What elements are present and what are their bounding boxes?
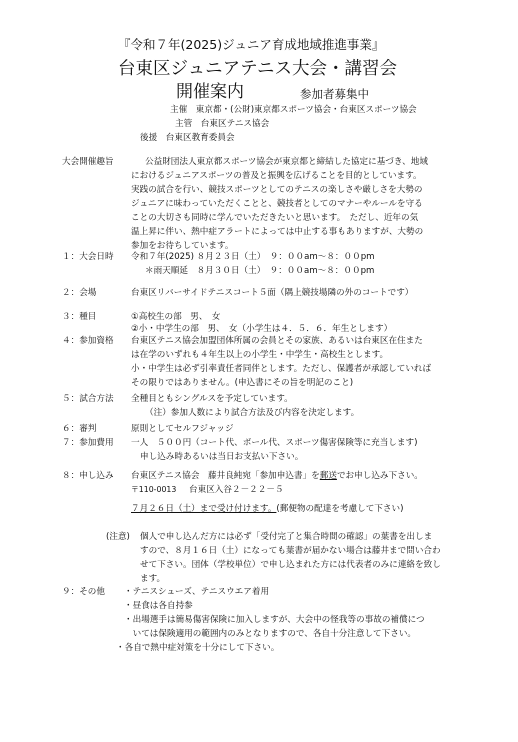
eligibility-line: 台東区テニス協会加盟団体所属の会員とその家族、あるいは台東区在住また [131,336,423,346]
events-high: ①高校生の部 男、 女 [131,312,221,322]
purpose-line: 温上昇に伴い、熱中症アラートによっては中止する事もありますが、大勢の [131,227,424,237]
eligibility-line: 小・中学生は必ず引率責任者同伴とします。ただし、保護者が承認していれば [131,364,432,374]
apply-text-pre: 台東区テニス協会 藤井良純宛「参加申込書」を [131,471,320,481]
deadline-note: (郵便物の配達を考慮して下さい) [276,504,404,514]
notice-heading: 開催案内 [176,82,244,102]
manager-line: 主管 台東区テニス協会 [175,119,270,129]
purpose-text [131,155,428,253]
purpose-line: ジュニアに味わっていただくことと、競技者としてのマナーやルールを守る [131,199,423,209]
other-line: ・昼食は各自持参 [124,601,193,611]
postal-code: 〒110-0013 [131,485,177,494]
purpose-line: 公益財団法人東京都スポーツ協会が東京都と締結した協定に基づき、地域 [145,157,428,167]
eligibility-line: その限りではありません。(申込書にその旨を明記のこと) [131,378,354,388]
deadline-line [131,502,403,516]
address: 台東区入谷２－２２－５ [189,485,284,495]
apply-label: ８：申し込み [62,471,114,481]
purpose-line: 参加をお待ちしています。 [131,241,234,251]
venue-text: 台東区リバーサイドテニスコート５面（隅上競技場隣の外のコートです） [131,288,414,298]
other-label: ９：その他 [62,587,105,597]
recruiting-label: 参加者募集中 [300,87,369,101]
fee-amount: 一人 ５００円（コート代、ボール代、スポーツ傷害保険等に充当します) [131,438,418,448]
note-line: すので、８月１６日（土）になっても葉書が届かない場合は藤井まで問い合わ [140,546,441,556]
other-line: いては保険適用の範囲内のみとなりますので、各自十分注意して下さい。 [124,629,417,639]
other-line: ・各自で熱中症対策を十分にして下さい。 [116,643,280,653]
venue-label: ２：会場 [62,288,97,298]
deadline: ７月２６日（土）まで受け付けます。 [131,504,277,514]
other-line: ・テニスシューズ、テニスウエア着用 [124,587,270,597]
events-label: ３：種目 [62,312,97,322]
fee-payment: 申し込み時あるいは当日お支払い下さい。 [140,452,304,462]
referee-text: 原則としてセルフジャッジ [131,424,234,434]
referee-label: ６：審判 [62,424,97,434]
fee-label: ７：参加費用 [62,438,114,448]
note-line: ます。 [140,574,166,584]
note-label: (注意) [106,532,130,542]
purpose-label: 大会開催趣旨 [62,157,114,167]
support-line: 後援 台東区教育委員会 [140,133,235,143]
event-title: 台東区ジュニアテニス大会・講習会 [118,59,397,79]
purpose-line: 実践の試合を行い、競技スポーツとしてのテニスの楽しさや厳しさを大勢の [131,185,423,195]
events-junior: ②小・中学生の部 男、 女（小学生は４．５．６．年生とします） [131,324,393,334]
apply-mail-emphasis: 郵送 [319,471,337,481]
host-line: 主催 東京都・(公財)東京都スポーツ協会・台東区スポーツ協会 [170,105,417,115]
note-line: 個人で申し込んだ方には必ず「受付完了と集合時間の確認」の葉書を出しま [140,532,433,542]
format-main: 全種目ともシングルスを予定しています。 [131,394,293,404]
note-line: せて下さい。団体（学校単位）で申し込まれた方には代表者のみに連絡を致し [140,560,441,570]
eligibility-text [131,334,431,390]
note-text [140,530,441,586]
project-title: 『令和７年(2025)ジュニア育成地域推進事業』 [118,37,385,52]
date-main: 令和７年(2025) ８月２３日（土） ９：００am～８：００pm [131,252,375,262]
date-rain: ＊雨天順延 ８月３０日（土） ９：００am～８：００pm [145,266,375,276]
format-label: ５：試合方法 [62,394,114,404]
eligibility-line: は在学のいずれも４年生以上の小学生・中学生・高校生とします。 [131,350,389,360]
purpose-line: におけるジュニアスポーツの普及と振興を広げることを目的としています。 [131,171,422,181]
format-note: （注）参加人数により試合方法及び内容を決定します。 [145,408,360,418]
eligibility-label: ４：参加資格 [62,336,114,346]
other-text [116,585,425,655]
apply-text [131,469,423,483]
other-line: ・出場選手は簡易傷害保険に加入しますが、大会中の怪我等の事故の補償につ [124,615,425,625]
date-label: １：大会日時 [62,252,114,262]
purpose-line: ことの大切さも同時に学んでいただきたいと思います。 ただし、近年の気 [131,213,419,223]
apply-text-post: でお申し込み下さい。 [336,471,423,481]
